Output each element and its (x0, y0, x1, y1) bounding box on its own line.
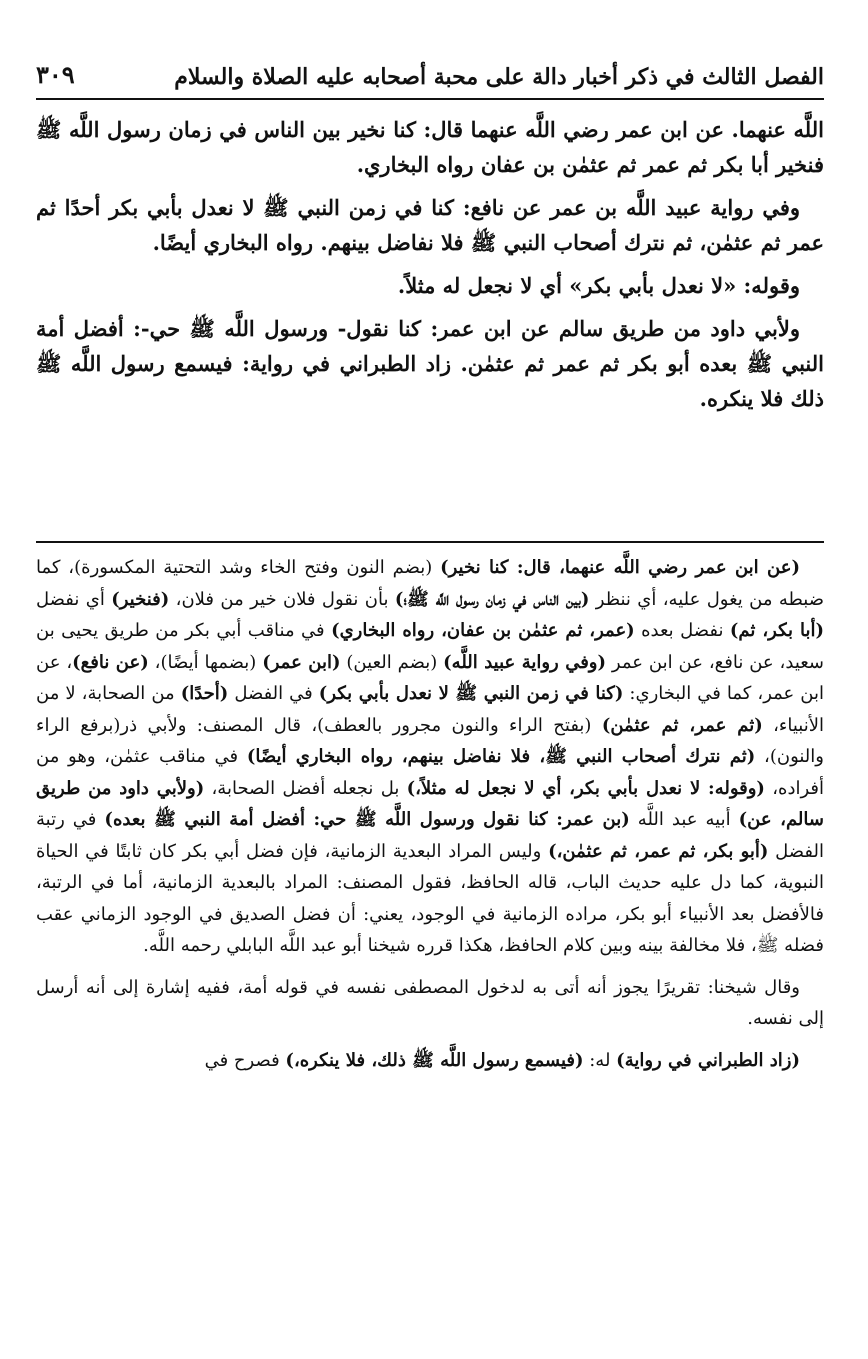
quoted-text: (ولأبي داود من طريق سالم، عن) (36, 777, 824, 830)
main-paragraph: وقوله: «لا نعدل بأبي بكر» أي لا نجعل له مثلاً. (397, 273, 800, 298)
commentary-text: وليس المراد البعدية الزمانية، فإن فضل أبي بكر كان ثابتًا في الحياة النبوية، كما دل عليه حديث الباب، قاله الحافظ، فقول المصنف: المراد بالبعدية الزمانية، أما في الرتبة، فالأفضل بعد الأنبياء أبو بكر، مراده الزمانية في الوجود، يعني: أن فضل الصديق في الوجود الزماني عقب فضله ﷺ، فلا مخالفة بينه وبين كلام الحافظ، هكذا قرره شيخنا أبو عبد اللَّه البابلي رحمه اللَّه. (36, 840, 824, 956)
quoted-text: (ثم نترك أصحاب النبي ﷺ، فلا نفاضل بينهم، رواه البخاري أيضًا) (246, 746, 756, 767)
quoted-text: (عن ابن عمر رضي اللَّه عنهما، قال: كنا نخير) (440, 557, 801, 578)
page-number: ٣٠٩ (36, 60, 75, 90)
quoted-text: (فيسمع رسول اللَّه ﷺ ذلك، فلا ينكره،) (285, 1049, 584, 1071)
commentary-text: (بضم النون وفتح الخاء وشد التحتية المكسورة)، كما ضبطه من يغول عليه، أي ننظر (36, 557, 825, 610)
commentary (36, 552, 824, 1086)
commentary-text: وقال شيخنا: تقريرًا يجوز أنه أتى به لدخول المصطفى نفسه في قوله أمة، ففيه إشارة إلى أنه أرسل إلى نفسه. (36, 976, 824, 1029)
commentary-text: له: (583, 1049, 617, 1071)
quoted-text: (أبو بكر، ثم عمر، ثم عثمٰن،) (548, 840, 769, 862)
quoted-text: (أحدًا) (180, 683, 229, 704)
commentary-paragraph (36, 972, 824, 1035)
commentary-paragraph (36, 1045, 824, 1077)
commentary-text: (بفتح الراء والنون مجرور بالعطف)، قال المصنف: ولأبي ذر(برفع الراء والنون)، (36, 714, 824, 767)
quoted-text: (بين الناس في زمان رسول اللَّه ﷺ؛) (394, 588, 590, 610)
commentary-text: أبيه عبد اللَّه (629, 809, 739, 830)
quoted-text: (عن نافع) (72, 651, 149, 673)
quoted-text: (زاد الطبراني في رواية) (616, 1049, 800, 1071)
commentary-text: بل نجعله أفضل الصحابة، (204, 777, 407, 799)
commentary-text: (بضم العين) (340, 651, 444, 673)
main-paragraph: اللَّه عنهما. عن ابن عمر رضي اللَّه عنهما قال: كنا نخير بين الناس في زمان رسول اللَّه ﷺ فنخير أبا بكر ثم عمر ثم عثمٰن بن عفان رواه البخاري. (36, 117, 824, 177)
commentary-text: بأن نقول فلان خير من فلان، (169, 588, 395, 610)
page-header (36, 50, 824, 90)
quoted-text: (أبا بكر، ثم) (729, 620, 825, 641)
commentary-text: نفضل بعده (634, 620, 730, 641)
quoted-text: (فنخير) (111, 588, 170, 610)
quoted-text: (وفي رواية عبيد اللَّه) (443, 651, 607, 673)
quoted-text: (عمر، ثم عثمٰن بن عفان، رواه البخاري) (331, 620, 635, 641)
chapter-title: الفصل الثالث في ذكر أخبار دالة على محبة أصحابه عليه الصلاة والسلام (174, 63, 824, 90)
commentary-paragraph (36, 552, 824, 962)
commentary-text: في رتبة الفضل (36, 809, 824, 862)
main-paragraph: وفي رواية عبيد اللَّه بن عمر عن نافع: كنا في زمن النبي ﷺ لا نعدل بأبي بكر أحدًا ثم عمر ثم عثمٰن، ثم نترك أصحاب النبي ﷺ فلا نفاضل بينهم. رواه البخاري أيضًا. (36, 195, 824, 255)
quoted-text: (بن عمر: كنا نقول ورسول اللَّه ﷺ حي: أفضل أمة النبي ﷺ بعده) (104, 809, 630, 830)
main-paragraph: ولأبي داود من طريق سالم عن ابن عمر: كنا نقول- ورسول اللَّه ﷺ حي-: أفضل أمة النبي ﷺ بعده أبو بكر ثم عمر ثم عثمٰن. زاد الطبراني في رواية: فيسمع رسول اللَّه ﷺ ذلك فلا ينكره. (36, 316, 824, 411)
quoted-text: (وقوله: لا نعدل بأبي بكر، أي لا نجعل له مثلاً،) (406, 777, 765, 799)
commentary-text: (بضمها أيضًا)، (148, 651, 263, 673)
main-text (36, 112, 824, 424)
commentary-text: في الفضل (228, 683, 319, 704)
quoted-text: (ابن عمر) (262, 651, 341, 673)
quoted-text: (ثم عمر، ثم عثمٰن) (601, 714, 763, 736)
commentary-text: ، عن ابن عمر، كما في البخاري: (36, 651, 825, 704)
footnote-divider (36, 541, 824, 543)
commentary-text: أي نفضل (36, 588, 112, 610)
commentary-text: في مناقب عثمٰن، وهو من أفراده، (36, 746, 825, 799)
commentary-text: في مناقب أبي بكر من طريق يحيى بن سعيد، عن نافع، عن ابن عمر (36, 620, 825, 673)
quoted-text: (كنا في زمن النبي ﷺ لا نعدل بأبي بكر) (318, 683, 624, 704)
commentary-text: من الصحابة، لا من الأنبياء، (36, 683, 825, 736)
commentary-text: فصرح في (204, 1049, 286, 1071)
header-rule (36, 98, 824, 100)
